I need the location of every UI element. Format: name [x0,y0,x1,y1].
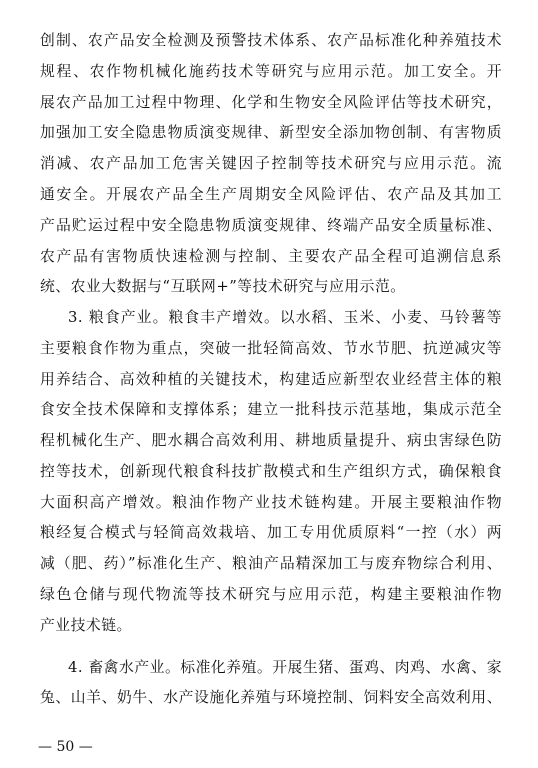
text-line: 粮经复合模式与轻简高效栽培、加工专用优质原料“一控（水）两 [40,524,502,541]
text-line: 创制、农产品安全检测及预警技术体系、农产品标准化种养殖技术 [40,32,502,49]
text-line: 兔、山羊、奶牛、水产设施化养殖与环境控制、饲料安全高效利用、 [40,689,502,706]
text-line: 产业技术链。 [40,617,132,634]
text-line: 加强加工安全隐患物质演变规律、新型安全添加物创制、有害物质 [40,124,502,141]
text-line: 展农产品加工过程中物理、化学和生物安全风险评估等技术研究， [40,94,502,111]
text-line: 程机械化生产、肥水耦合高效利用、耕地质量提升、病虫害绿色防 [40,432,502,449]
text-line: 主要粮食作物为重点，突破一批轻简高效、节水节肥、抗逆减灾等 [40,340,502,357]
text-line: 规程、农作物机械化施药技术等研究与应用示范。加工安全。开 [40,63,502,80]
text-line: 控等技术，创新现代粮食科技扩散模式和生产组织方式，确保粮食 [40,463,502,480]
text-line: 大面积高产增效。粮油作物产业技术链构建。开展主要粮油作物 [40,494,502,511]
text-line: 绿色仓储与现代物流等技术研究与应用示范，构建主要粮油作物 [40,586,502,603]
text-line: 统、农业大数据与“互联网+”等技术研究与应用示范。 [40,278,406,295]
text-line: 通安全。开展农产品全生产周期安全风险评估、农产品及其加工 [40,186,502,203]
text-line: 减（肥、药）”标准化生产、粮油产品精深加工与废弃物综合利用、 [40,555,502,572]
section-heading-line: 3. 粮食产业。粮食丰产增效。以水稻、玉米、小麦、马铃薯等 [68,309,502,326]
text-line: 食安全技术保障和支撑体系；建立一批科技示范基地，集成示范全 [40,401,502,418]
text-line: 消减、农产品加工危害关键因子控制等技术研究与应用示范。流 [40,155,502,172]
text-line: 用养结合、高效种植的关键技术，构建适应新型农业经营主体的粮 [40,371,502,388]
text-line: 农产品有害物质快速检测与控制、主要农产品全程可追溯信息系 [40,248,502,265]
page-number: — 50 — [38,739,93,755]
section-heading-line: 4. 畜禽水产业。标准化养殖。开展生猪、蛋鸡、肉鸡、水禽、家 [68,659,502,676]
text-line: 产品贮运过程中安全隐患物质演变规律、终端产品安全质量标准、 [40,217,502,234]
